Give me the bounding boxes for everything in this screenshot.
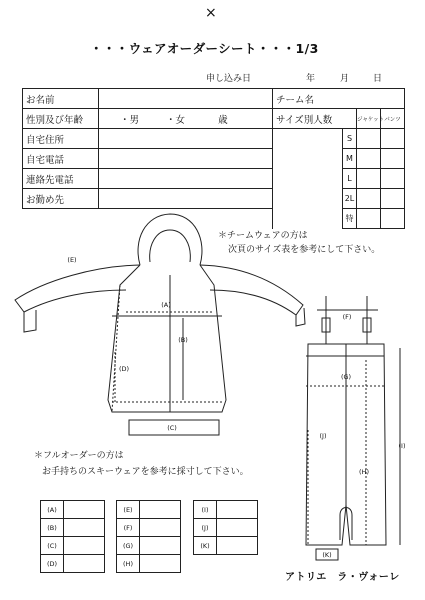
diagram-label-f: (F) xyxy=(342,313,352,321)
measure-key: (F) xyxy=(117,519,140,537)
measure-key: (D) xyxy=(41,555,64,573)
jacket-right-sleeve xyxy=(200,265,303,315)
measure-key: (I) xyxy=(194,501,217,519)
measure-key: (G) xyxy=(117,537,140,555)
diagram-label-k: (K) xyxy=(322,551,332,559)
day-label: 日 xyxy=(373,74,383,84)
male-option[interactable]: ・男 xyxy=(120,114,140,126)
measure-value-d[interactable] xyxy=(64,555,105,573)
team-wear-note-body: 次頁のサイズ表を参考にして下さい。 xyxy=(228,245,381,255)
size-count-label: サイズ別人数 xyxy=(272,109,356,129)
team-label: チーム名 xyxy=(275,94,314,106)
workplace-label: お勤め先 xyxy=(23,189,99,209)
shop-name: アトリエ ラ・ヴォーレ xyxy=(285,572,400,583)
measure-table-3 xyxy=(193,500,258,555)
size-2l-label: 2L xyxy=(342,189,356,209)
diagram-label-a: (A) xyxy=(161,301,171,309)
measure-value-c[interactable] xyxy=(64,537,105,555)
jacket-column-header: ジャケット xyxy=(356,109,380,129)
diagram-label-b: (B) xyxy=(178,336,188,344)
measure-value-f[interactable] xyxy=(140,519,181,537)
jacket-left-sleeve xyxy=(15,265,140,312)
measure-key: (C) xyxy=(41,537,64,555)
measure-value-j[interactable] xyxy=(217,519,258,537)
jacket-hood xyxy=(138,214,202,265)
measure-value-i[interactable] xyxy=(217,501,258,519)
measure-value-h[interactable] xyxy=(140,555,181,573)
measure-key: (K) xyxy=(194,537,217,555)
jacket-body xyxy=(108,265,226,412)
diagram-label-c: (C) xyxy=(167,424,177,432)
size-s-label: S xyxy=(342,129,356,149)
application-date-label: 申し込み日 xyxy=(206,74,252,84)
measure-value-g[interactable] xyxy=(140,537,181,555)
measure-table-2 xyxy=(116,500,181,573)
home-phone-label: 自宅電話 xyxy=(23,149,99,169)
diagram-label-h: (H) xyxy=(359,468,369,476)
female-option[interactable]: ・女 xyxy=(166,114,186,126)
close-icon[interactable]: × xyxy=(205,5,217,21)
measure-key: (A) xyxy=(41,501,64,519)
measure-key: (H) xyxy=(117,555,140,573)
month-label: 月 xyxy=(340,74,350,84)
measure-key: (E) xyxy=(117,501,140,519)
diagram-label-g: (G) xyxy=(340,373,352,381)
gender-age-label: 性別及び年齢 xyxy=(23,109,99,129)
full-order-note-title: ＊フルオーダーの方は xyxy=(34,451,124,461)
home-address-label: 自宅住所 xyxy=(23,129,99,149)
size-m-label: M xyxy=(342,149,356,169)
measure-value-a[interactable] xyxy=(64,501,105,519)
page-title: ・・・ウェアオーダーシート・・・1/3 xyxy=(90,41,319,56)
contact-phone-label: 連絡先電話 xyxy=(23,169,99,189)
size-special-label: 特 xyxy=(342,209,356,229)
size-l-label: L xyxy=(342,169,356,189)
diagram-label-j: (J) xyxy=(319,432,327,440)
measure-key: (B) xyxy=(41,519,64,537)
measure-value-k[interactable] xyxy=(217,537,258,555)
measure-value-e[interactable] xyxy=(140,501,181,519)
full-order-note-body: お手持ちのスキーウェアを参考に採寸して下さい。 xyxy=(42,467,249,477)
diagram-label-i: (I) xyxy=(398,442,406,450)
team-wear-note-title: ＊チームウェアの方は xyxy=(218,231,308,241)
measure-value-b[interactable] xyxy=(64,519,105,537)
measure-key: (J) xyxy=(194,519,217,537)
diagram-label-d: (D) xyxy=(118,365,130,373)
name-label: お名前 xyxy=(23,89,99,109)
year-label: 年 xyxy=(306,74,316,84)
pants-column-header: パンツ xyxy=(380,109,404,129)
age-unit: 歳 xyxy=(218,114,228,126)
diagram-label-e: (E) xyxy=(67,256,77,264)
measure-table-1 xyxy=(40,500,105,573)
